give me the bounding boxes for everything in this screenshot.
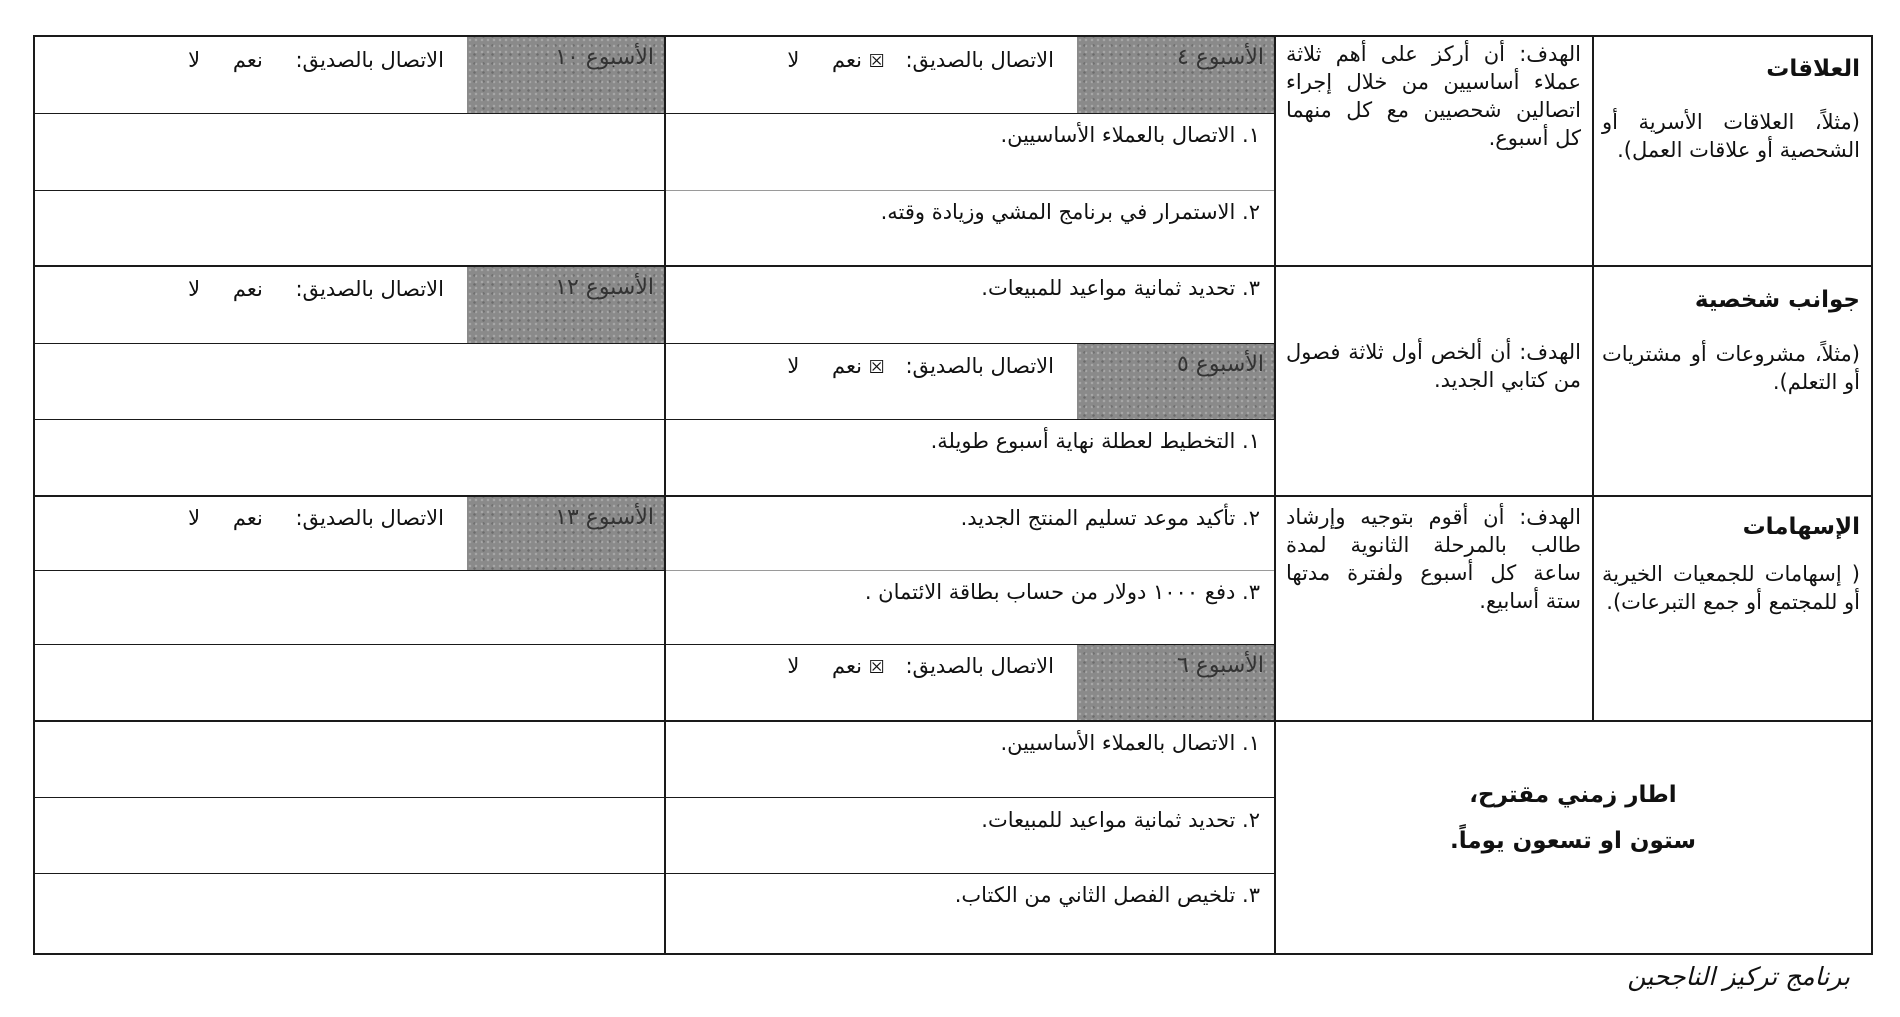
row-line: [33, 797, 1276, 798]
week-5-label: الأسبوع ٥: [1176, 352, 1264, 377]
week-4-label: الأسبوع ٤: [1176, 45, 1264, 70]
week-5-contact: [787, 352, 1054, 382]
contact-label: الاتصال بالصديق:: [905, 354, 1054, 378]
task-item: ١. التخطيط لعطلة نهاية أسبوع طويلة.: [930, 429, 1260, 453]
contact-yes[interactable]: نعم: [832, 354, 862, 378]
category-relationships-desc: (مثلاً، العلاقات الأسرية أو الشحصية أو علاقات العمل).: [1602, 110, 1860, 162]
category-contributions-title: الإسهامات: [1742, 514, 1860, 540]
category-personal-title: جوانب شخصية: [1694, 287, 1860, 313]
row-line: [666, 570, 1274, 571]
contact-label: الاتصال بالصديق:: [295, 48, 444, 72]
checked-box-icon[interactable]: ☒: [868, 357, 885, 378]
week-6-label: الأسبوع ٦: [1176, 653, 1264, 678]
week-12-label: الأسبوع ١٢: [555, 275, 654, 300]
contact-no[interactable]: لا: [188, 277, 201, 301]
row-line: [33, 720, 1873, 722]
goal-relationships: الهدف: أن أركز على أهم ثلاثة عملاء أساسيين من خلال إجراء اتصالين شحصيين مع كل منهما كل أسبوع.: [1286, 42, 1581, 150]
contact-label: الاتصال بالصديق:: [295, 277, 444, 301]
contact-yes[interactable]: نعم: [232, 506, 263, 530]
week-13-contact: [188, 504, 444, 532]
task-item: ٢. الاستمرار في برنامج المشي وزيادة وقته.: [880, 200, 1260, 224]
row-line: [33, 190, 666, 191]
row-line: [666, 190, 1274, 191]
task-item: ٣. دفع ١٠٠٠ دولار من حساب بطاقة الائتمان .: [864, 580, 1260, 604]
week-6-header: [1077, 645, 1274, 720]
task-item: ١. الاتصال بالعملاء الأساسيين.: [1000, 731, 1260, 755]
row-line: [33, 113, 1276, 114]
timeframe-line-2: ستون او تسعون يوماً.: [1449, 828, 1696, 854]
week-4-header: [1077, 37, 1274, 113]
column-divider-right: [1592, 35, 1594, 720]
week-12-contact: [188, 275, 444, 303]
checked-box-icon[interactable]: ☒: [868, 51, 885, 72]
category-personal-desc: (مثلاً، مشروعات أو مشتريات أو التعلم).: [1602, 342, 1860, 394]
contact-label: الاتصال بالصديق:: [905, 48, 1054, 72]
contact-yes[interactable]: نعم: [832, 654, 862, 678]
contact-yes[interactable]: نعم: [232, 48, 263, 72]
contact-no[interactable]: لا: [787, 48, 800, 72]
week-6-contact: [787, 652, 1054, 682]
contact-label: الاتصال بالصديق:: [295, 506, 444, 530]
week-13-header: [467, 497, 664, 570]
row-line: [33, 419, 1276, 420]
timeframe-note: [1278, 772, 1868, 864]
week-10-contact: [188, 46, 444, 74]
row-line: [33, 570, 666, 571]
task-item: ٢. تحديد ثمانية مواعيد للمبيعات.: [981, 808, 1260, 832]
category-contributions-desc: ( إسهامات للجمعيات الخيرية أو للمجتمع أو جمع التبرعات).: [1602, 562, 1860, 614]
contact-yes[interactable]: نعم: [232, 277, 263, 301]
week-13-label: الأسبوع ١٣: [555, 505, 654, 530]
footer-title: برنامج تركيز الناجحين: [1627, 962, 1850, 991]
week-4-contact: [787, 46, 1054, 76]
goal-personal: الهدف: أن ألخص أول ثلاثة فصول من كتابي الجديد.: [1286, 340, 1581, 392]
week-10-header: [467, 37, 664, 113]
task-item: ٢. تأكيد موعد تسليم المنتج الجديد.: [960, 506, 1260, 530]
row-line: [33, 495, 1873, 497]
week-12-header: [467, 267, 664, 343]
row-line: [33, 265, 1873, 267]
week-10-label: الأسبوع ١٠: [555, 45, 654, 70]
contact-label: الاتصال بالصديق:: [905, 654, 1054, 678]
contact-no[interactable]: لا: [787, 354, 800, 378]
task-item: ٣. تلخيص الفصل الثاني من الكتاب.: [954, 883, 1260, 907]
goal-contributions: الهدف: أن أقوم بتوجيه وإرشاد طالب بالمرحلة الثانوية لمدة ساعة كل أسبوع ولفترة مدتها ستة أسابيع.: [1286, 505, 1581, 613]
category-relationships-title: العلاقات: [1766, 56, 1860, 82]
table-border-bottom: [33, 953, 1873, 955]
table-border-top: [33, 35, 1873, 37]
contact-yes[interactable]: نعم: [832, 48, 862, 72]
timeframe-line-1: اطار زمني مقترح،: [1469, 782, 1677, 808]
contact-no[interactable]: لا: [188, 48, 201, 72]
task-item: ١. الاتصال بالعملاء الأساسيين.: [1000, 123, 1260, 147]
checked-box-icon[interactable]: ☒: [868, 657, 885, 678]
contact-no[interactable]: لا: [787, 654, 800, 678]
contact-no[interactable]: لا: [188, 506, 201, 530]
row-line: [33, 873, 1276, 874]
week-5-header: [1077, 344, 1274, 419]
task-item: ٣. تحديد ثمانية مواعيد للمبيعات.: [981, 276, 1260, 300]
